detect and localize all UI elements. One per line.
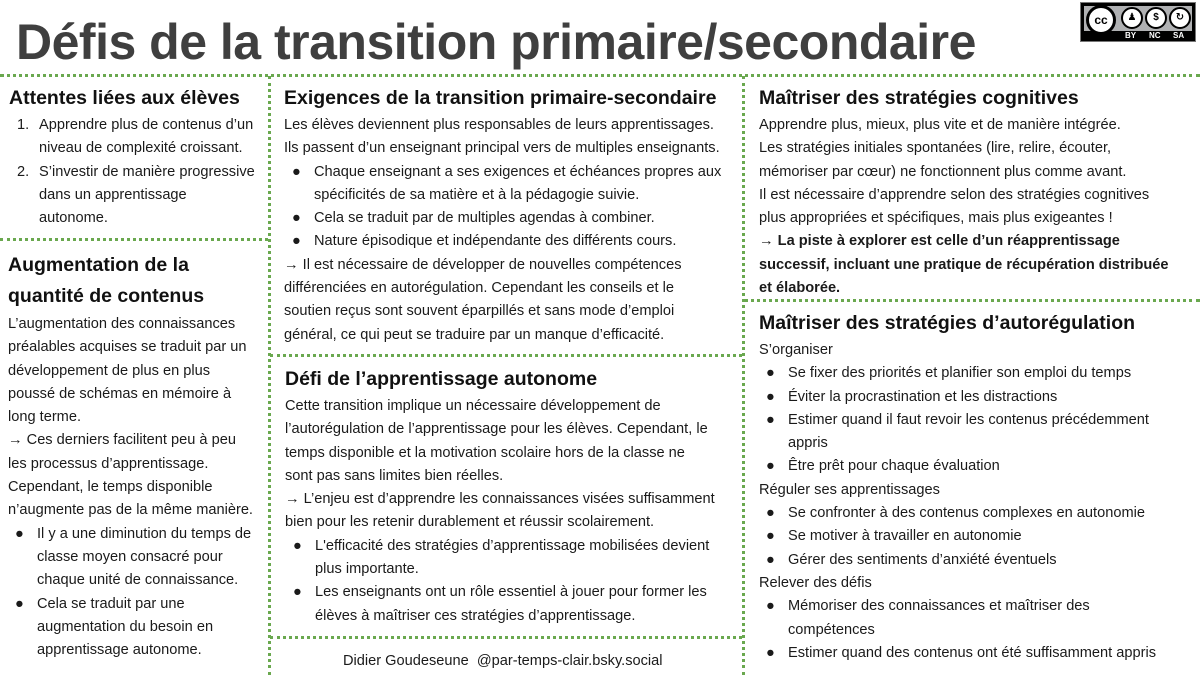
item-line: Cela se traduit par une <box>37 595 185 612</box>
defi-section <box>285 365 740 628</box>
item-line: Il y a une diminution du temps de <box>37 525 252 542</box>
item-line: Se fixer des priorités et planifier son emploi du temps <box>788 365 1132 382</box>
item-line: Gérer des sentiments d’anxiété éventuels <box>788 551 1057 568</box>
nc-dollar-icon: $ <box>1145 7 1167 29</box>
list-item <box>293 535 740 582</box>
bullet-icon: ● <box>766 365 775 382</box>
exigences-section <box>284 84 740 347</box>
top-divider <box>0 74 1200 77</box>
text-line: → La piste à explorer est celle d’un réapprentissage <box>759 233 1120 250</box>
text-line: → Ces derniers facilitent peu à peu <box>8 432 236 449</box>
item-line: Éviter la procrastination et les distractions <box>788 388 1058 405</box>
text-line: → Il est nécessaire de développer de nouvelles compétences <box>284 256 682 273</box>
bullet-icon: ● <box>15 525 24 542</box>
by-person-icon: ♟ <box>1121 7 1143 29</box>
left-section-divider <box>0 238 268 241</box>
list-item <box>766 409 1197 456</box>
item-line: plus importante. <box>315 561 419 578</box>
defi-heading: Défi de l’apprentissage autonome <box>285 368 598 390</box>
bullet-icon: ● <box>766 458 775 475</box>
bullet-icon: ● <box>293 537 302 554</box>
item-line: Apprendre plus de contenus d’un <box>39 117 254 133</box>
list-item <box>293 581 740 628</box>
augmentation-paragraph <box>8 313 266 523</box>
item-line: augmentation du besoin en <box>37 618 214 635</box>
heading-line: Augmentation de la <box>8 254 189 276</box>
footer-divider <box>270 636 742 639</box>
cognitives-heading: Maîtriser des stratégies cognitives <box>759 87 1079 109</box>
defi-paragraph-2 <box>285 488 740 535</box>
bullet-icon: ● <box>292 233 301 250</box>
augmentation-heading <box>8 250 266 312</box>
text-line: les processus d’apprentissage. <box>8 455 209 472</box>
list-item <box>17 114 265 161</box>
group-label: Réguler ses apprentissages <box>759 481 940 498</box>
list-marker: 2. <box>17 163 30 180</box>
item-line: Nature épisodique et indépendante des différents cours. <box>314 233 677 250</box>
bullet-icon: ● <box>766 598 775 615</box>
cc-icon: cc <box>1086 5 1116 35</box>
text-line: développement de plus en plus <box>8 362 211 379</box>
heading-line: quantité de contenus <box>8 285 205 307</box>
bullet-icon: ● <box>766 644 775 661</box>
item-line: appris <box>788 435 828 452</box>
item-line: Les enseignants ont un rôle essentiel à jouer pour former les <box>315 584 707 601</box>
list-item <box>766 455 1197 478</box>
group-label: Relever des défis <box>759 574 872 591</box>
list-item <box>766 595 1197 642</box>
text-line: l’autorégulation de l’apprentissage pour les élèves. Cependant, le <box>285 421 708 438</box>
bullet-icon: ● <box>766 528 775 545</box>
list-item <box>292 207 740 230</box>
list-marker: 1. <box>17 117 30 133</box>
text-line: bien pour les retenir durablement et réussir scolairement. <box>285 514 655 531</box>
text-line: mémoriser par cœur) ne fonctionnent plus comme avant. <box>759 163 1127 180</box>
page-title: Défis de la transition primaire/secondaire <box>16 14 976 70</box>
text-line: n’augmente pas de la même manière. <box>8 502 253 519</box>
left-column-divider <box>268 76 271 675</box>
list-item <box>15 523 266 593</box>
item-line: classe moyen consacré pour <box>37 548 223 565</box>
item-line: compétences <box>788 621 875 638</box>
item-line: niveau de complexité croissant. <box>39 140 243 157</box>
defi-bullets <box>285 535 740 628</box>
item-line: dans un apprentissage <box>39 186 187 203</box>
exigences-outro <box>284 254 740 347</box>
list-item <box>766 549 1197 572</box>
cognitives-paragraph <box>759 114 1197 230</box>
license-by-label: BY <box>1125 31 1137 40</box>
augmentation-section <box>8 250 266 662</box>
text-line: long terme. <box>8 409 82 426</box>
bullet-icon: ● <box>766 411 775 428</box>
text-line: successif, incluant une pratique de récupération distribuée <box>759 256 1169 273</box>
text-line: Les élèves deviennent plus responsables de leurs apprentissages. <box>284 117 714 133</box>
text-line: Les stratégies initiales spontanées (lire, relire, écouter, <box>759 140 1112 157</box>
item-line: spécificités de sa matière et à la pédagogie suivie. <box>314 186 640 203</box>
text-line: temps disponible et la motivation scolaire hors de la classe ne <box>285 444 685 461</box>
text-line: et élaborée. <box>759 280 841 297</box>
item-line: chaque unité de connaissance. <box>37 572 239 589</box>
list-item <box>766 362 1197 385</box>
text-line: soutien reçus sont souvent éparpillés et sans mode d’emploi <box>284 303 675 320</box>
item-line: élèves à maîtriser ces stratégies d’apprentissage. <box>315 607 636 624</box>
text-line: → L’enjeu est d’apprendre les connaissances visées suffisamment <box>285 491 715 508</box>
exigences-bullets <box>284 161 740 254</box>
item-line: Estimer quand des contenus ont été suffisamment appris <box>788 644 1157 661</box>
list-item <box>15 593 266 663</box>
exigences-heading: Exigences de la transition primaire-secondaire <box>284 87 717 109</box>
text-line: L’augmentation des connaissances <box>8 316 236 332</box>
item-line: apprentissage autonome. <box>37 642 202 659</box>
right-column-divider <box>742 76 745 675</box>
autoregulation-section <box>759 309 1197 665</box>
footer-handle[interactable]: @par-temps-clair.bsky.social <box>476 653 663 669</box>
bullet-icon: ● <box>766 505 775 522</box>
list-item <box>17 161 265 231</box>
item-line: Se confronter à des contenus complexes en autonomie <box>788 505 1145 522</box>
text-line: Il est nécessaire d’apprendre selon des stratégies cognitives <box>759 186 1150 203</box>
autoregulation-heading: Maîtriser des stratégies d’autorégulation <box>759 312 1136 334</box>
augmentation-bullets <box>8 523 266 663</box>
cc-license-badge <box>1080 2 1196 42</box>
item-line: Être prêt pour chaque évaluation <box>788 458 1000 475</box>
item-line: Chaque enseignant a ses exigences et échéances propres aux <box>314 163 722 180</box>
item-line: S’investir de manière progressive <box>39 163 255 180</box>
text-line: plus appropriées et spécifiques, mais plus exigeantes ! <box>759 210 1113 227</box>
text-line: Cependant, le temps disponible <box>8 479 213 496</box>
middle-section-divider <box>270 354 742 357</box>
text-line: sont pas sans limites bien réelles. <box>285 467 504 484</box>
text-line: différenciées en autorégulation. Cependant les conseils et le <box>284 280 674 297</box>
attentes-section <box>9 84 265 230</box>
license-sa-label: SA <box>1173 31 1185 40</box>
list-item <box>292 161 740 208</box>
sa-share-alike-icon: ↻ <box>1169 7 1191 29</box>
list-item <box>766 386 1197 409</box>
defis-bullets <box>759 595 1197 665</box>
license-nc-label: NC <box>1149 31 1161 40</box>
list-item <box>766 502 1197 525</box>
bullet-icon: ● <box>766 388 775 405</box>
cognitives-conclusion <box>759 230 1197 300</box>
text-line: général, ce qui peut se traduire par un manque d’efficacité. <box>284 326 665 343</box>
organiser-bullets <box>759 362 1197 478</box>
bullet-icon: ● <box>15 595 24 612</box>
text-line: Ils passent d’un enseignant principal vers de multiples enseignants. <box>284 140 720 157</box>
item-line: Se motiver à travailler en autonomie <box>788 528 1022 545</box>
list-item <box>292 230 740 253</box>
footer-credit <box>343 650 663 672</box>
bullet-icon: ● <box>293 584 302 601</box>
text-line: préalables acquises se traduit par un <box>8 339 247 356</box>
bullet-icon: ● <box>766 551 775 568</box>
list-item <box>766 642 1197 665</box>
text-line: poussé de schémas en mémoire à <box>8 385 232 402</box>
defi-paragraph-1 <box>285 395 740 488</box>
item-line: Mémoriser des connaissances et maîtriser des <box>788 598 1090 615</box>
footer-author: Didier Goudeseune <box>343 653 469 669</box>
cognitives-section <box>759 84 1197 300</box>
attentes-heading: Attentes liées aux élèves <box>9 87 240 109</box>
group-label: S’organiser <box>759 342 833 358</box>
attentes-list <box>9 114 265 230</box>
bullet-icon: ● <box>292 210 301 227</box>
item-line: Estimer quand il faut revoir les contenus précédemment <box>788 411 1149 428</box>
item-line: Cela se traduit par de multiples agendas à combiner. <box>314 210 655 227</box>
reguler-bullets <box>759 502 1197 572</box>
text-line: Apprendre plus, mieux, plus vite et de manière intégrée. <box>759 117 1121 133</box>
list-item <box>766 525 1197 548</box>
exigences-intro <box>284 114 740 161</box>
item-line: L'efficacité des stratégies d’apprentissage mobilisées devient <box>315 537 710 554</box>
text-line: Cette transition implique un nécessaire développement de <box>285 398 661 414</box>
item-line: autonome. <box>39 210 108 227</box>
bullet-icon: ● <box>292 163 301 180</box>
